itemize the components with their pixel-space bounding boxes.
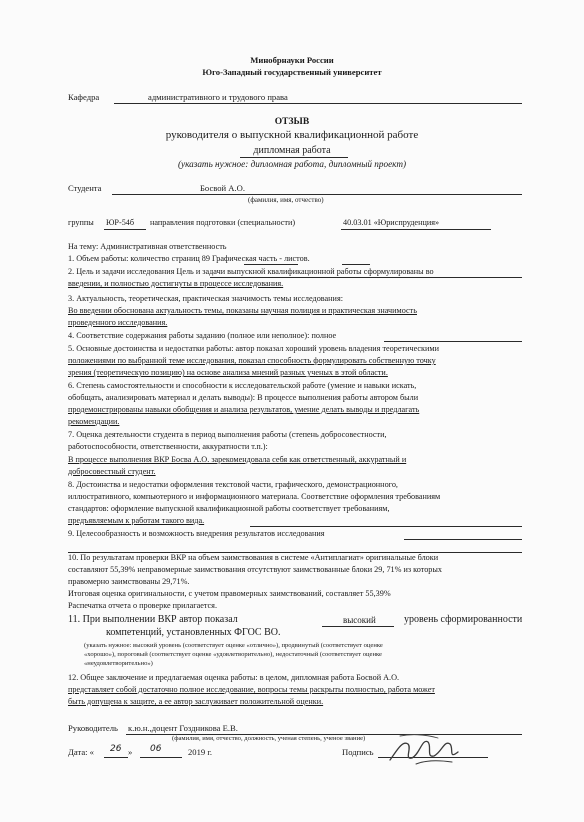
item-4-underline <box>384 341 522 342</box>
date-year: 2019 г. <box>188 747 213 757</box>
item-9-implementation: 9. Целесообразность и возможность внедрения результатов исследования <box>68 529 325 538</box>
item-11-level-underline <box>322 626 394 627</box>
supervisor-value: к.ю.н.,доцент Гоздникова Е.В. <box>128 723 238 733</box>
pages-underline <box>244 264 298 265</box>
item-7-line-2: работоспособности, ответственности, аккуратности т.п.): <box>68 442 268 451</box>
ministry-heading: Минобрнауки России <box>250 55 334 65</box>
work-type: дипломная работа <box>253 145 331 156</box>
department-value: административного и трудового права <box>148 92 288 102</box>
topic-line: На тему: Административная ответственность <box>68 242 227 251</box>
direction-label: направления подготовки (специальности) <box>150 218 296 227</box>
student-label: Студента <box>68 183 102 193</box>
work-type-hint: (указать нужное: дипломная работа, дипломный проект) <box>177 159 407 169</box>
item-2-underline-1 <box>210 277 522 278</box>
group-value: ЮР-54б <box>106 218 135 227</box>
item-8-underline-tail <box>250 526 522 527</box>
date-label: Дата: « <box>68 747 94 757</box>
item-11-hint-2: «хорошо»), пороговый (соответствует оценке «удовлетворительно), недостаточный (соответствует оценке <box>84 651 382 658</box>
item-7-line-3: В процессе выполнения ВКР Босва А.О. зарекомендовала себя как ответственный, аккуратный и <box>68 455 407 464</box>
sheets-underline <box>342 264 370 265</box>
item-10-line-4: Итоговая оценка оригинальности, с учетом правомерных заимствований, составляет 55,39% <box>68 589 391 598</box>
item-8-line-2: иллюстративного, компьютерного и информационного материала. Соответствие оформления требованиям <box>68 492 441 501</box>
item-8-line-1: 8. Достоинства и недостатки оформления текстовой части, графического, демонстрационного, <box>68 480 398 489</box>
item-2-line-1: 2. Цель и задачи исследования Цель и задачи выпускной квалификационной работы сформулированы во <box>68 267 434 276</box>
signature-label: Подпись <box>342 747 374 757</box>
group-underline <box>104 229 146 230</box>
item-5-line-2: положениями по выбранной теме исследования, показал способность формулировать собственную точку <box>68 356 436 365</box>
department-underline <box>114 103 522 104</box>
item-2-line-2: введении, и полностью достигнуты в процессе исследования. <box>68 279 284 288</box>
document-title: ОТЗЫВ <box>274 117 310 127</box>
item-10-line-3: правомерно заимствованы 29,71%. <box>68 577 190 586</box>
item-11-line-2: компетенций, установленных ФГОС ВО. <box>106 627 281 638</box>
item-11-hint-1: (указать нужное: высокий уровень (соответствует оценке «отлично»), продвинутый (соответствует оценке <box>84 642 383 649</box>
direction-underline <box>341 229 491 230</box>
item-8-line-3: стандартов: оформление выпускной квалификационной работы соответствует требованиям, <box>68 504 390 513</box>
item-11-hint-3: «неудовлетворительно») <box>84 660 153 667</box>
item-12-line-3: быть допущена к защите, а ее автор заслуживает положительной оценки. <box>68 697 324 706</box>
supervisor-hint: (фамилия, имя, отчество, должность, ученая степень, ученое звание) <box>172 735 366 742</box>
student-name-hint: (фамилия, имя, отчество) <box>248 196 324 204</box>
item-7-line-4: добросовестный студент. <box>68 467 156 476</box>
item-5-line-1: 5. Основные достоинства и недостатки работы: автор показал хороший уровень владения теоретическими <box>68 344 439 353</box>
item-10-line-2: составляют 55,39% неправомерные заимствования отсутствуют заимствованные блоки 29, 71% из которых <box>68 565 442 574</box>
university-heading: Юго-Западный государственный университет <box>202 67 382 77</box>
handwritten-signature <box>386 730 462 770</box>
item-3-line-3: проведенного исследования. <box>68 318 168 327</box>
date-quote: » <box>128 747 133 757</box>
document-subtitle: руководителя о выпускной квалификационной работе <box>165 129 419 141</box>
item-6-line-2: обобщать, анализировать материал и делать выводы): В процессе выполнения работы автором были <box>68 393 419 402</box>
item-11-line-1-start: 11. При выполнении ВКР автор показал <box>68 614 238 625</box>
item-3-line-1: 3. Актуальность, теоретическая, практическая значимость темы исследования: <box>68 294 343 303</box>
date-month: 06 <box>150 744 162 754</box>
student-name: Босвой А.О. <box>200 183 246 193</box>
supervisor-label: Руководитель <box>68 723 118 733</box>
item-11-level: высокий <box>343 615 376 625</box>
item-1-volume: 1. Объем работы: количество страниц 89 Графическая часть - листов. <box>68 254 310 263</box>
date-day: 26 <box>110 744 122 754</box>
item-4-correspondence: 4. Соответствие содержания работы заданию (полное или неполное): полное <box>68 331 337 340</box>
item-10-line-1: 10. По результатам проверки ВКР на объем заимствования в системе «Антиплагиат» оригинальные блоки <box>68 553 439 562</box>
item-5-line-3: зрения (теоретическую позицию) на основе анализа мнений разных ученых в этой области. <box>68 368 388 377</box>
date-day-underline <box>104 757 128 758</box>
item-7-line-1: 7. Оценка деятельности студента в период выполнения работы (степень добросовестности, <box>68 430 387 439</box>
item-12-line-2: представляет собой достаточно полное исследование, вопросы темы раскрыты полностью, работа может <box>68 685 435 694</box>
item-10-line-5: Распечатка отчета о проверке прилагается. <box>68 601 217 610</box>
item-8-line-4: предъявляемым к работам такого вида. <box>68 516 205 525</box>
direction-value: 40.03.01 «Юриспруденция» <box>343 218 440 227</box>
item-11-line-1-end: уровень сформированности <box>404 614 523 625</box>
item-6-line-3: продемонстрированы навыки обобщения и анализа результатов, умение делать выводы и предлагать <box>68 405 420 414</box>
item-3-line-2: Во введении обоснована актуальность темы, показаны научная полиция и практическая значимость <box>68 306 417 315</box>
item-6-line-1: 6. Степень самостоятельности и способности к исследовательской работе (умение и навыки искать, <box>68 381 417 390</box>
group-label: группы <box>68 218 94 227</box>
item-9-underline-1 <box>404 539 522 540</box>
item-12-line-1: 12. Общее заключение и предлагаемая оценка работы: в целом, дипломная работа Босвой А.О. <box>68 673 400 682</box>
department-label: Кафедра <box>68 92 100 102</box>
date-month-underline <box>140 757 182 758</box>
item-6-line-4: рекомендации. <box>68 417 120 426</box>
